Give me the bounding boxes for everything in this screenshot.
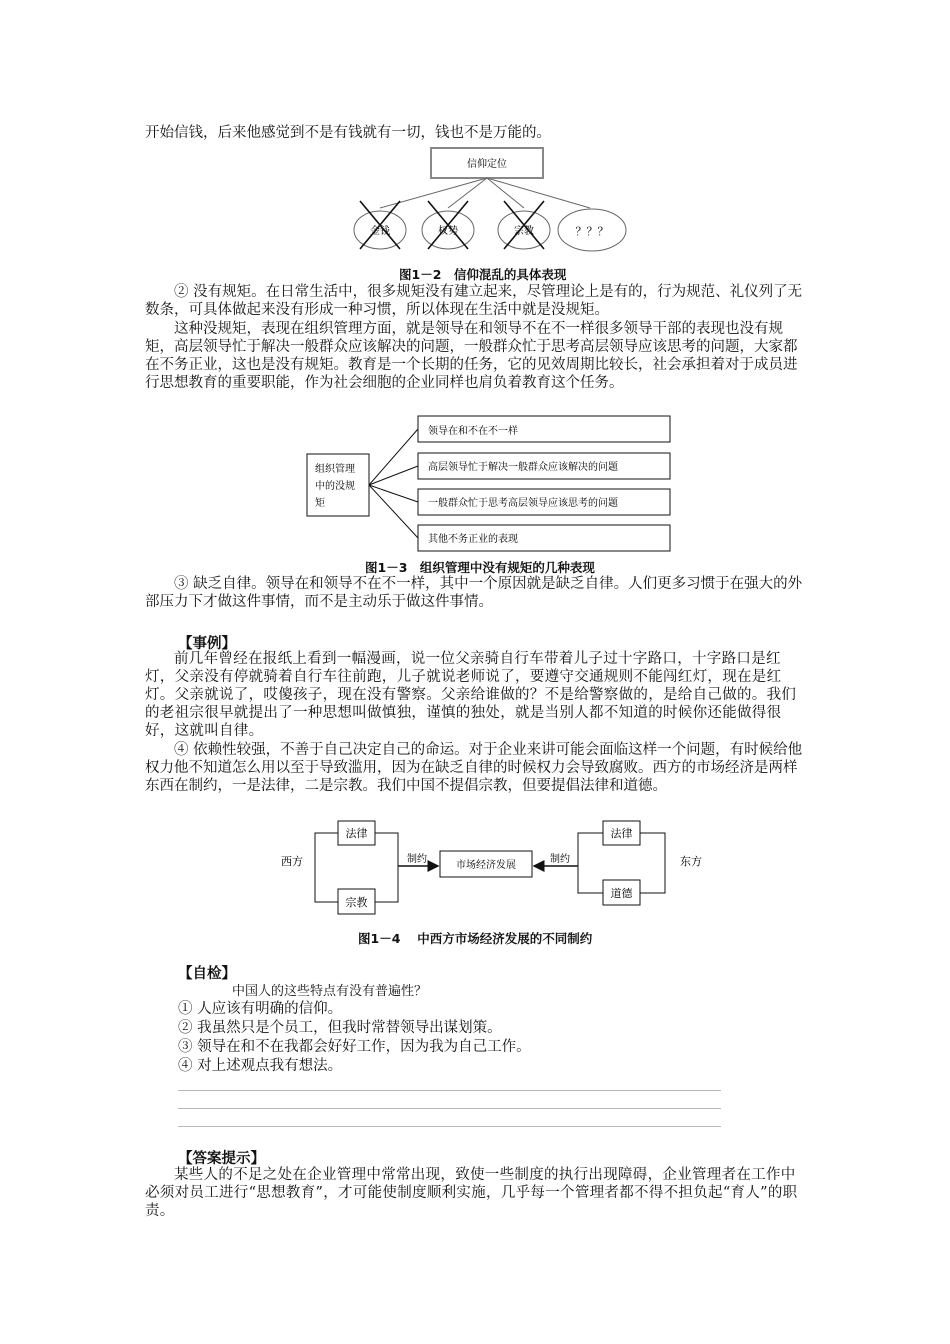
fig3-item-label: 一般群众忙于思考高层领导应该思考的问题 xyxy=(428,498,618,509)
fig3-root-label: 中的没规 xyxy=(315,481,355,492)
fig2-item-label: ？？？ xyxy=(575,225,609,238)
figure-market-constraints xyxy=(270,818,710,920)
fig3-item-label: 其他不务正业的表现 xyxy=(428,534,518,545)
fig3-root-label: 矩 xyxy=(315,498,325,509)
fig2-item-label: 权势 xyxy=(438,226,458,237)
figure-belief-diagram xyxy=(340,143,640,253)
section-heading-self-check: 【自检】 xyxy=(178,965,236,982)
self-check-item: ④ 对上述观点我有想法。 xyxy=(178,1058,343,1074)
section-heading-answer: 【答案提示】 xyxy=(178,1150,265,1167)
fig4-east-label: 东方 xyxy=(680,855,702,868)
fig4-box-label: 道德 xyxy=(610,887,633,900)
figure-caption: 图1－3 组织管理中没有规矩的几种表现 xyxy=(365,560,595,575)
fig3-connector xyxy=(369,466,418,485)
figure-caption: 图1－2 信仰混乱的具体表现 xyxy=(399,267,567,282)
paragraph-money: 开始信钱，后来他感觉到不是有钱就有一切，钱也不是万能的。 xyxy=(145,125,551,141)
fig3-item-label: 领导在和不在不一样 xyxy=(428,426,518,437)
fig2-connector xyxy=(380,178,487,208)
fig4-box-label: 宗教 xyxy=(345,896,368,909)
fig2-item-label: 金钱 xyxy=(370,226,390,237)
fig3-connector xyxy=(369,485,418,538)
fig3-connector xyxy=(369,429,418,485)
paragraph-no-rules: ② 没有规矩。在日常生活中，很多规矩没有建立起来，尽管理论上是有的，行为规范、礼仪列了无数条，可具体做起来没有形成一种习惯，所以体现在生活中就是没规矩。 xyxy=(145,284,803,318)
paragraph-self-discipline: ③ 缺乏自律。领导在和领导不在不一样，其中一个原因就是缺乏自律。人们更多习惯于在强大的外部压力下才做这件事情，而不是主动乐于做这件事情。 xyxy=(145,576,803,610)
self-check-item: ③ 领导在和不在我都会好好工作，因为我为自己工作。 xyxy=(178,1039,531,1055)
fig4-west-label: 西方 xyxy=(281,855,303,868)
fig3-root-label: 组织管理 xyxy=(315,464,355,475)
figure-caption: 图1－4 中西方市场经济发展的不同制约 xyxy=(358,931,593,946)
fig2-item-label: 宗教 xyxy=(514,226,534,237)
paragraph-example: 前几年曾经在报纸上看到一幅漫画，说一位父亲骑自行车带着儿子过十字路口，十字路口是红灯，父亲没有停就骑着自行车往前跑，儿子就说老师说了，要遵守交通规则不能闯红灯，现在是红灯。父亲就说了，哎傻孩子，现在没有警察。父亲给谁做的？不是给警察做的，是给自己做的。我们的老祖宗很早就提出了一种思想叫做慎独，谨慎的独处，就是当别人都不知道的时候你还能做得很好，这就叫自律。 xyxy=(145,651,797,739)
section-heading-example: 【事例】 xyxy=(178,635,236,652)
paragraph-answer: 某些人的不足之处在企业管理中常常出现，致使一些制度的执行出现障碍，企业管理者在工作中必须对员工进行“思想教育”，才可能使制度顺利实施，几乎每一个管理者都不得不担负起“育人”的职责。 xyxy=(145,1167,798,1219)
fig4-constraint-label: 制约 xyxy=(550,854,570,865)
paragraph-dependence: ④ 依赖性较强，不善于自己决定自己的命运。对于企业来讲可能会面临这样一个问题，有时候给他权力他不知道怎么用以至于导致滥用，因为在缺乏自律的时候权力会导致腐败。西方的市场经济是两样东西在制约，一是法律，二是宗教。我们中国不提倡宗教，但要提倡法律和道德。 xyxy=(145,742,803,794)
answer-line xyxy=(178,1108,721,1109)
fig4-box-label: 法律 xyxy=(345,827,368,840)
fig2-connector xyxy=(448,178,487,208)
fig3-item-label: 高层领导忙于解决一般群众应该解决的问题 xyxy=(428,462,618,473)
figure-org-rules-diagram xyxy=(300,412,680,557)
fig4-center-label: 市场经济发展 xyxy=(456,860,516,871)
fig4-constraint-label: 制约 xyxy=(407,854,427,865)
fig2-connector xyxy=(487,178,590,208)
answer-line xyxy=(178,1126,721,1127)
paragraph-organization: 这种没规矩，表现在组织管理方面，就是领导在和领导不在不一样很多领导干部的表现也没有规矩，高层领导忙于解决一般群众应该解决的问题，一般群众忙于思考高层领导应该思考的问题，大家都在不务正业，这也是没有规矩。教育是一个长期的任务，它的见效周期比较长，社会承担着对于成员进行思想教育的重要职能，作为社会细胞的企业同样也肩负着教育这个任务。 xyxy=(145,321,798,391)
self-check-item: ② 我虽然只是个员工，但我时常替领导出谋划策。 xyxy=(178,1020,502,1036)
self-check-question: 中国人的这些特点有没有普遍性？ xyxy=(232,984,428,999)
self-check-item: ① 人应该有明确的信仰。 xyxy=(178,1001,343,1017)
fig2-root-label: 信仰定位 xyxy=(467,159,507,170)
fig4-box-label: 法律 xyxy=(610,827,633,840)
answer-line xyxy=(178,1090,721,1091)
